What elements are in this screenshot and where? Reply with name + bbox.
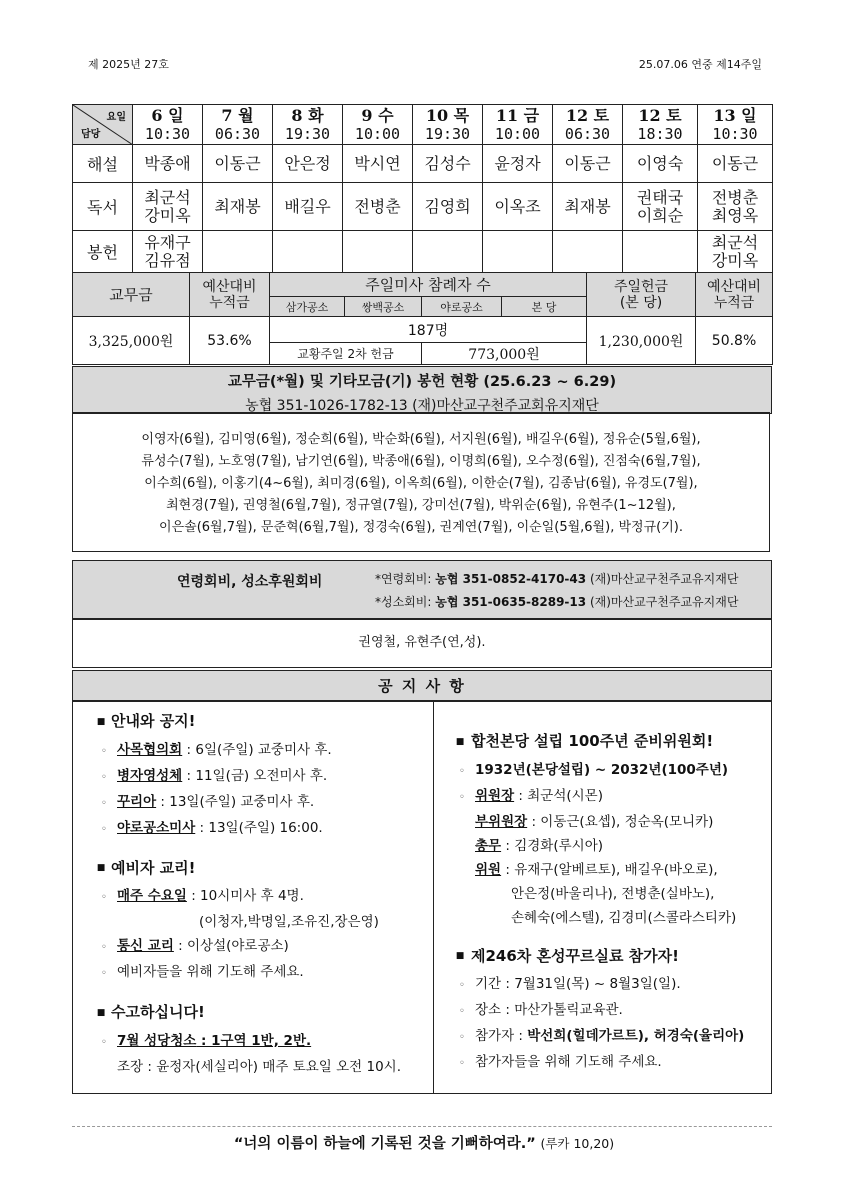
notice-text: 조장 : 윤정자(세실리아) 매주 토요일 오전 10시. — [117, 1058, 401, 1075]
account-number: 농협 351-0635-8289-13 — [435, 595, 587, 609]
duty-cell: 유재구 김유점 — [133, 231, 203, 273]
duty-cell: 김영희 — [413, 183, 483, 231]
day-label: 7 월 — [221, 105, 254, 125]
notice-key: 통신 교리 — [117, 938, 174, 954]
notice-key: 위원 — [475, 861, 502, 878]
notice-key: 병자영성체 — [117, 767, 183, 784]
gyomu-value: 3,325,000원 — [73, 317, 190, 365]
notice-text: 안은정(바울리나), 전병춘(실바노), — [511, 885, 715, 902]
notice-text: 손혜숙(에스텔), 김경미(스콜라스티카) — [511, 909, 737, 926]
duty-cell: 전병춘 — [343, 183, 413, 231]
day-column-header — [133, 105, 203, 145]
quote-reference: (루카 10,20) — [540, 1136, 615, 1151]
notice-value: : 11일(금) 오전미사 후. — [182, 767, 328, 784]
circle-bullet-icon: ◦ — [101, 797, 107, 809]
day-label: 12 토 — [565, 105, 610, 125]
duty-cell — [553, 231, 623, 273]
day-label: 6 일 — [151, 105, 184, 125]
list-item: 최현경(7월), 권영철(6월,7월), 정규열(7월), 강미선(7월), 박위순(6월), 유현주(1~12월), — [166, 498, 676, 513]
notices-left-column — [91, 709, 431, 1079]
column-divider — [433, 701, 434, 1093]
mass-time: 06:30 — [564, 124, 611, 143]
budget-header: 예산대비 누적금 — [190, 273, 270, 317]
account-holder: (재)마산교구천주교유지재단 — [589, 572, 739, 586]
notice-key: 꾸리아 — [117, 793, 157, 810]
row-label: 봉헌 — [73, 231, 133, 273]
notices-body — [72, 700, 772, 1094]
gyomu-header: 교무금 — [73, 273, 190, 317]
day-label: 12 토 — [638, 105, 682, 125]
square-bullet-icon: ■ — [96, 1007, 106, 1018]
notice-value: : 유재구(알베르토), 배길우(바오로), — [501, 861, 718, 878]
donation-account: 농협 351-1026-1782-13 (재)마산교구천주교회유지재단 — [245, 398, 599, 414]
elder-fee-names: 권영철, 유현주(연,성). — [72, 618, 772, 668]
notice-key: 총무 — [475, 837, 502, 854]
duty-cell: 윤정자 — [483, 145, 553, 183]
finance-table — [72, 272, 773, 365]
circle-bullet-icon: ◦ — [459, 765, 465, 777]
circle-bullet-icon: ◦ — [459, 1006, 465, 1017]
elder-fee-bar — [72, 560, 772, 620]
circle-bullet-icon: ◦ — [101, 1036, 107, 1048]
duty-cell: 최재봉 — [203, 183, 273, 231]
duty-cell: 박종애 — [133, 145, 203, 183]
duty-cell: 이동근 — [698, 145, 773, 183]
list-item: 이수희(6월), 이홍기(4~6월), 최미경(6월), 이옥희(6월), 이한순(7월), 김종남(6월), 유경도(7월), — [144, 476, 698, 491]
notice-text: 예비자들을 위해 기도해 주세요. — [117, 964, 304, 980]
bulletin-date: 25.07.06 연중 제14주일 — [638, 58, 762, 71]
square-bullet-icon: ■ — [455, 951, 465, 961]
duty-cell: 박시연 — [343, 145, 413, 183]
duty-cell — [203, 231, 273, 273]
day-column-header — [553, 105, 623, 145]
circle-bullet-icon: ◦ — [101, 745, 107, 757]
section-title: 합천본당 설립 100주년 준비위원회! — [471, 732, 714, 750]
attendance-header: 주일미사 참례자 수 — [270, 273, 587, 297]
donor-list — [72, 412, 770, 552]
mass-time: 06:30 — [214, 124, 261, 143]
footer-divider — [72, 1126, 772, 1127]
budget-value: 53.6% — [190, 317, 270, 365]
circle-bullet-icon: ◦ — [459, 1032, 465, 1043]
notice-text: 참가자들을 위해 기도해 주세요. — [475, 1054, 662, 1070]
circle-bullet-icon: ◦ — [459, 791, 465, 803]
section-title: 제246차 혼성꾸르실료 참가자! — [471, 946, 679, 965]
account-number: 농협 351-0852-4170-43 — [435, 572, 587, 586]
notice-key: 야로공소미사 — [117, 819, 196, 836]
day-label: 9 수 — [361, 105, 394, 125]
account-holder: (재)마산교구천주교유지재단 — [589, 595, 739, 609]
list-item: 이영자(6월), 김미영(6월), 정순희(6월), 박순화(6월), 서지원(6월), 배길우(6월), 정유순(5월,6월), — [141, 432, 701, 447]
day-column-header — [343, 105, 413, 145]
offering-header: 주일헌금 (본 당) — [587, 273, 696, 317]
attendance-subheader: 야로공소 — [422, 297, 502, 317]
notice-text: 참가자 : — [475, 1028, 528, 1044]
notice-key: 사목협의회 — [117, 741, 183, 758]
corner-weekday: 요일 — [106, 112, 126, 123]
notices-title: 공 지 사 항 — [72, 670, 772, 702]
duty-cell: 최재봉 — [553, 183, 623, 231]
notice-key: 7월 성당청소 — [117, 1032, 197, 1049]
notice-key: 매주 수요일 — [117, 888, 187, 904]
mass-time: 19:30 — [284, 124, 331, 143]
day-column-header — [698, 105, 773, 145]
day-label: 10 목 — [425, 105, 470, 125]
notice-value: : 13일(주일) 교중미사 후. — [156, 793, 315, 810]
day-column-header — [273, 105, 343, 145]
day-label: 11 금 — [495, 105, 540, 125]
day-column-header — [413, 105, 483, 145]
section-title: 수고하십니다! — [111, 1003, 205, 1021]
notice-key: 위원장 — [475, 787, 515, 804]
list-item: 이은솔(6월,7월), 문준혁(6월,7월), 정경숙(6월), 권계연(7월), 이순일(5월,6월), 박정규(기). — [159, 520, 683, 535]
circle-bullet-icon: ◦ — [101, 942, 107, 953]
quote-text: “너의 이름이 하늘에 기록된 것을 기뻐하여라.” — [233, 1136, 536, 1152]
attendance-subheader: 삼가공소 — [270, 297, 345, 317]
section-title: 안내와 공지! — [111, 712, 196, 730]
attendance-value: 187명 — [270, 317, 587, 343]
notice-text: 장소 : 마산가톨릭교육관. — [475, 1002, 623, 1018]
notice-value: : 최군석(시몬) — [514, 787, 603, 804]
footer-quote — [0, 1132, 848, 1153]
duty-cell: 이동근 — [553, 145, 623, 183]
notice-value: : 이동근(요셉), 정순옥(모니카) — [527, 813, 714, 830]
row-label: 해설 — [73, 145, 133, 183]
budget-header: 예산대비 누적금 — [696, 273, 773, 317]
duty-cell — [623, 231, 698, 273]
notice-value: : 1구역 1반, 2반. — [196, 1032, 312, 1049]
mass-time: 10:00 — [494, 124, 541, 143]
attendance-subheader: 쌍백공소 — [345, 297, 422, 317]
duty-cell: 안은정 — [273, 145, 343, 183]
notice-value: : 10시미사 후 4명. — [186, 888, 304, 904]
table-row — [73, 231, 773, 273]
account-label: *연령회비: — [375, 572, 432, 586]
mass-schedule-table — [72, 104, 773, 273]
special-collection-label: 교황주일 2차 헌금 — [270, 343, 422, 365]
duty-cell: 이영숙 — [623, 145, 698, 183]
duty-cell — [483, 231, 553, 273]
row-label: 독서 — [73, 183, 133, 231]
duty-cell: 전병춘 최영옥 — [698, 183, 773, 231]
square-bullet-icon: ■ — [455, 736, 465, 747]
duty-cell — [273, 231, 343, 273]
circle-bullet-icon: ◦ — [101, 823, 107, 835]
circle-bullet-icon: ◦ — [101, 968, 107, 979]
duty-cell: 배길우 — [273, 183, 343, 231]
duty-cell: 최군석 강미옥 — [133, 183, 203, 231]
donation-title-bar — [72, 366, 772, 414]
day-column-header — [483, 105, 553, 145]
mass-time: 10:30 — [144, 124, 191, 143]
table-row — [73, 183, 773, 231]
circle-bullet-icon: ◦ — [101, 892, 107, 903]
catechumen-names: (이청자,박명일,조유진,장은영) — [199, 914, 379, 930]
day-column-header — [623, 105, 698, 145]
notices-right-column — [449, 729, 769, 1076]
day-label: 8 화 — [291, 105, 324, 125]
issue-number: 제 2025년 27호 — [88, 58, 169, 71]
special-collection-value: 773,000원 — [422, 343, 587, 365]
notice-value: : 김경화(루시아) — [501, 837, 604, 854]
schedule-corner-cell — [73, 105, 133, 145]
participant-names: 박선희(힐데가르트), 허경숙(율리아) — [527, 1028, 745, 1044]
elder-fee-title: 연령회비, 성소후원회비 — [177, 574, 323, 590]
notice-key: 부위원장 — [475, 813, 528, 830]
mass-time: 18:30 — [637, 124, 683, 143]
duty-cell: 권태국 이희순 — [623, 183, 698, 231]
notice-value: : 6일(주일) 교중미사 후. — [182, 741, 332, 758]
budget-value: 50.8% — [696, 317, 773, 365]
circle-bullet-icon: ◦ — [459, 1058, 465, 1069]
corner-duty: 담당 — [81, 129, 101, 140]
elder-fee-account — [375, 570, 738, 587]
notice-text: 기간 : 7월31일(목) ~ 8월3일(일). — [475, 976, 681, 992]
mass-time: 10:00 — [354, 124, 401, 143]
circle-bullet-icon: ◦ — [101, 771, 107, 783]
duty-cell: 이옥조 — [483, 183, 553, 231]
notice-value: : 이상설(야로공소) — [173, 938, 289, 954]
square-bullet-icon: ■ — [96, 716, 106, 727]
duty-cell — [343, 231, 413, 273]
day-column-header — [203, 105, 273, 145]
mass-time: 19:30 — [424, 124, 471, 143]
section-title: 예비자 교리! — [111, 858, 196, 877]
circle-bullet-icon: ◦ — [459, 980, 465, 991]
mass-time: 10:30 — [712, 124, 758, 143]
duty-cell: 김성수 — [413, 145, 483, 183]
offering-value: 1,230,000원 — [587, 317, 696, 365]
notice-value: : 13일(주일) 16:00. — [195, 819, 323, 836]
duty-cell: 최군석 강미옥 — [698, 231, 773, 273]
donation-title: 교무금(*월) 및 기타모금(기) 봉헌 현황 (25.6.23 ~ 6.29) — [227, 374, 617, 390]
vocation-fee-account — [375, 593, 738, 610]
attendance-subheader: 본 당 — [502, 297, 587, 317]
day-label: 13 일 — [713, 105, 757, 125]
duty-cell — [413, 231, 483, 273]
list-item: 류성수(7월), 노호영(7월), 남기연(6월), 박종애(6월), 이명희(6월), 오수정(6월), 진점숙(6월,7월), — [141, 454, 701, 469]
centennial-range: 1932년(본당설립) ~ 2032년(100주년) — [475, 761, 729, 778]
account-label: *성소회비: — [375, 595, 432, 609]
duty-cell: 이동근 — [203, 145, 273, 183]
square-bullet-icon: ■ — [96, 863, 106, 873]
table-row — [73, 145, 773, 183]
